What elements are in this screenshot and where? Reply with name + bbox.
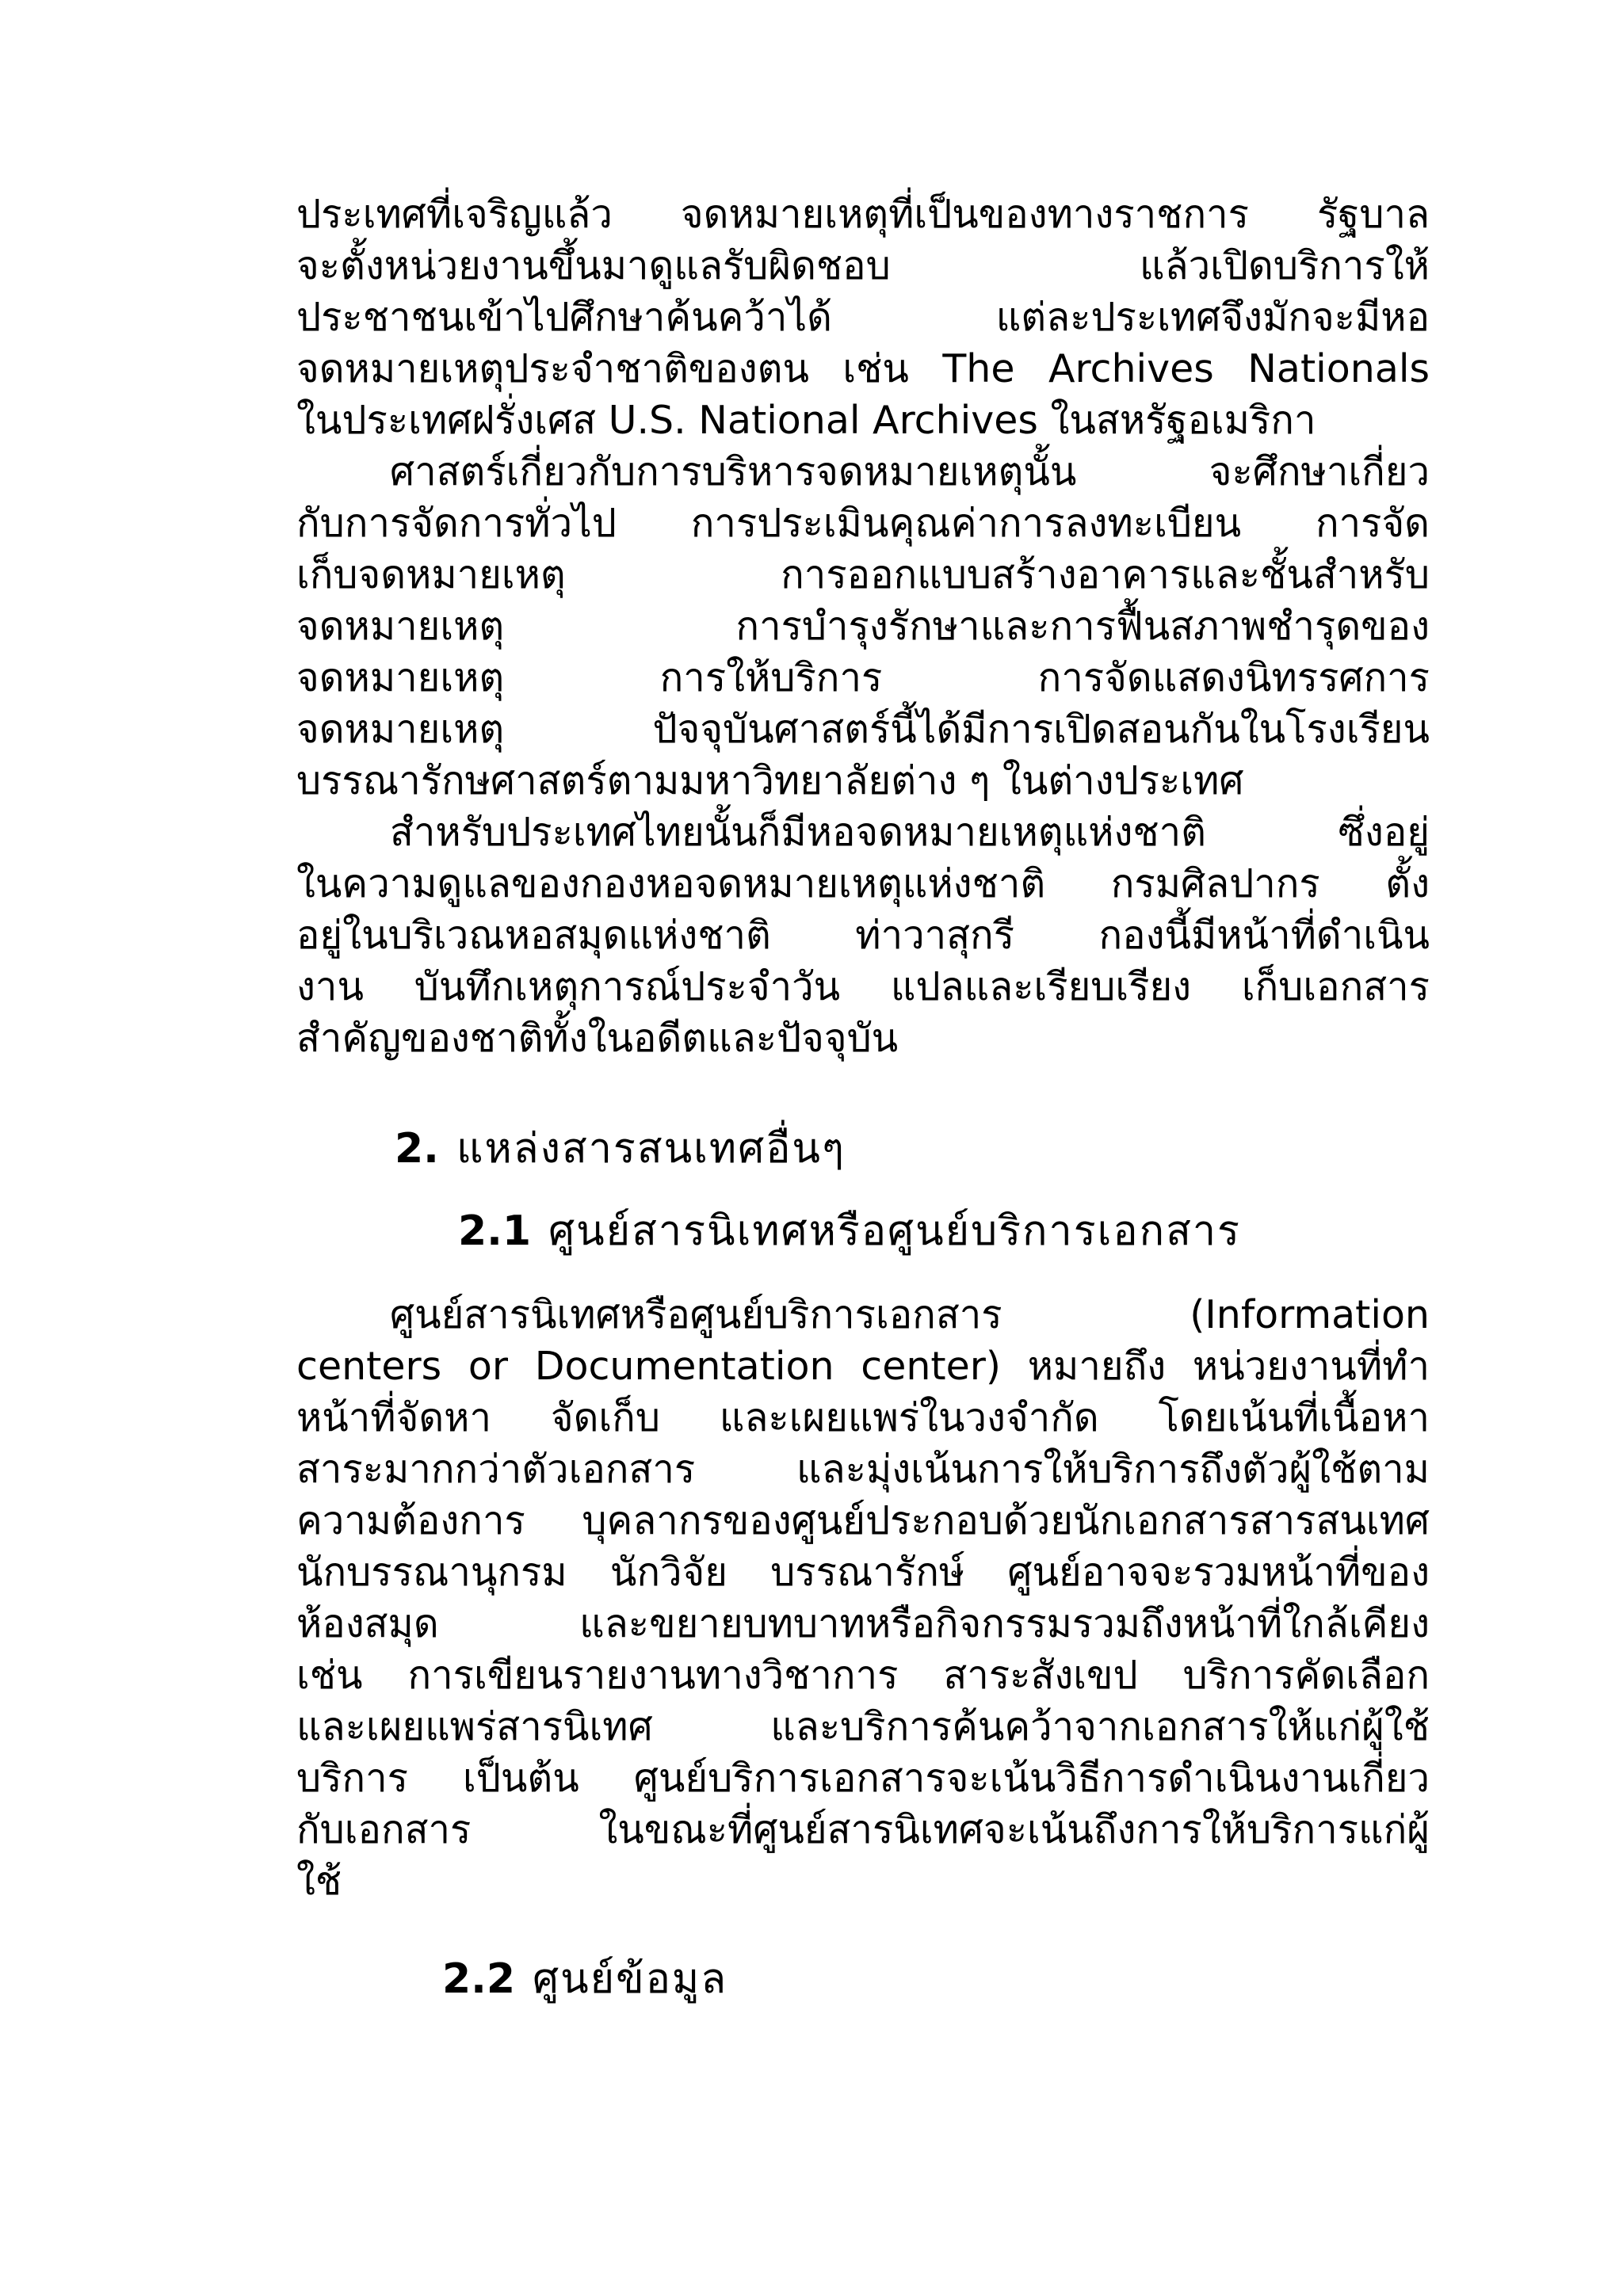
page-body — [296, 189, 1430, 2007]
section-number: 2.1 — [458, 1207, 532, 1255]
text-line: ประชาชนเข้าไปศึกษาค้นคว้าได้ แต่ละประเทศจึงมักจะมีหอ — [296, 295, 1430, 340]
section-title: แหล่งสารสนเทศอื่นๆ — [456, 1125, 846, 1173]
text-line: จดหมายเหตุประจำชาติของตน เช่น The Archives Nationals — [296, 346, 1430, 391]
section-number: 2. — [395, 1125, 439, 1173]
text-line: สาระมากกว่าตัวเอกสาร และมุ่งเน้นการให้บริการถึงตัวผู้ใช้ตาม — [296, 1447, 1430, 1492]
paragraph-thailand-archives — [296, 807, 1430, 1064]
text-line: งาน บันทึกเหตุการณ์ประจำวัน แปลและเรียบเรียง เก็บเอกสาร — [296, 964, 1430, 1009]
section-heading-2-2 — [296, 1951, 1430, 2007]
section-heading-2 — [296, 1121, 1430, 1177]
text-line: centers or Documentation center) หมายถึง หน่วยงานที่ทำ — [296, 1344, 1430, 1389]
section-heading-2-1 — [296, 1203, 1430, 1259]
text-line: สำหรับประเทศไทยนั้นก็มีหอจดหมายเหตุแห่งชาติ ซึ่งอยู่ — [390, 810, 1430, 855]
text-line: กับเอกสาร ในขณะที่ศูนย์สารนิเทศจะเน้นถึงการให้บริการแก่ผู้ — [296, 1807, 1430, 1852]
text-line: จะตั้งหน่วยงานขึ้นมาดูแลรับผิดชอบ แล้วเปิดบริการให้ — [296, 243, 1430, 288]
text-line: กับการจัดการทั่วไป การประเมินคุณค่าการลงทะเบียน การจัด — [296, 501, 1430, 546]
paragraph-information-centers — [296, 1289, 1430, 1907]
text-line: บรรณารักษศาสตร์ตามมหาวิทยาลัยต่าง ๆ ในต่างประเทศ — [296, 758, 1244, 803]
paragraph-national-archives — [296, 189, 1430, 446]
text-line: ในความดูแลของกองหอจดหมายเหตุแห่งชาติ กรมศิลปากร ตั้ง — [296, 861, 1430, 906]
text-line: จดหมายเหตุ ปัจจุบันศาสตร์นี้ได้มีการเปิดสอนกันในโรงเรียน — [296, 707, 1430, 752]
text-line: ประเทศที่เจริญแล้ว จดหมายเหตุที่เป็นของทางราชการ รัฐบาล — [296, 192, 1430, 237]
text-line: เก็บจดหมายเหตุ การออกแบบสร้างอาคารและชั้นสำหรับ — [296, 552, 1430, 597]
text-line: และเผยแพร่สารนิเทศ และบริการค้นคว้าจากเอกสารให้แก่ผู้ใช้ — [296, 1704, 1430, 1749]
text-line: เช่น การเขียนรายงานทางวิชาการ สาระสังเขป บริการคัดเลือก — [296, 1653, 1430, 1698]
text-line: จดหมายเหตุ การให้บริการ การจัดแสดงนิทรรศการ — [296, 655, 1430, 700]
section-title: ศูนย์ข้อมูล — [533, 1955, 728, 2003]
section-title: ศูนย์สารนิเทศหรือศูนย์บริการเอกสาร — [548, 1207, 1241, 1255]
text-line: ห้องสมุด และขยายบทบาทหรือกิจกรรมรวมถึงหน้าที่ใกล้เคียง — [296, 1601, 1430, 1646]
text-line: หน้าที่จัดหา จัดเก็บ และเผยแพร่ในวงจำกัด โดยเน้นที่เนื้อหา — [296, 1395, 1430, 1440]
text-line: นักบรรณานุกรม นักวิจัย บรรณารักษ์ ศูนย์อาจจะรวมหน้าที่ของ — [296, 1550, 1430, 1595]
text-line: อยู่ในบริเวณหอสมุดแห่งชาติ ท่าวาสุกรี กองนี้มีหน้าที่ดำเนิน — [296, 913, 1430, 958]
text-line: จดหมายเหตุ การบำรุงรักษาและการฟื้นสภาพชำรุดของ — [296, 604, 1430, 649]
text-line: ใช้ — [296, 1859, 342, 1904]
section-number: 2.2 — [442, 1955, 516, 2003]
text-line: ศาสตร์เกี่ยวกับการบริหารจดหมายเหตุนั้น จะศึกษาเกี่ยว — [390, 449, 1430, 494]
paragraph-archives-science — [296, 446, 1430, 807]
text-line: ศูนย์สารนิเทศหรือศูนย์บริการเอกสาร (Information — [390, 1292, 1430, 1337]
text-line: สำคัญของชาติทั้งในอดีตและปัจจุบัน — [296, 1016, 899, 1061]
text-line: บริการ เป็นต้น ศูนย์บริการเอกสารจะเน้นวิธีการดำเนินงานเกี่ยว — [296, 1756, 1430, 1801]
text-line: ในประเทศฝรั่งเศส U.S. National Archives ในสหรัฐอเมริกา — [296, 398, 1316, 443]
text-line: ความต้องการ บุคลากรของศูนย์ประกอบด้วยนักเอกสารสารสนเทศ — [296, 1498, 1430, 1543]
